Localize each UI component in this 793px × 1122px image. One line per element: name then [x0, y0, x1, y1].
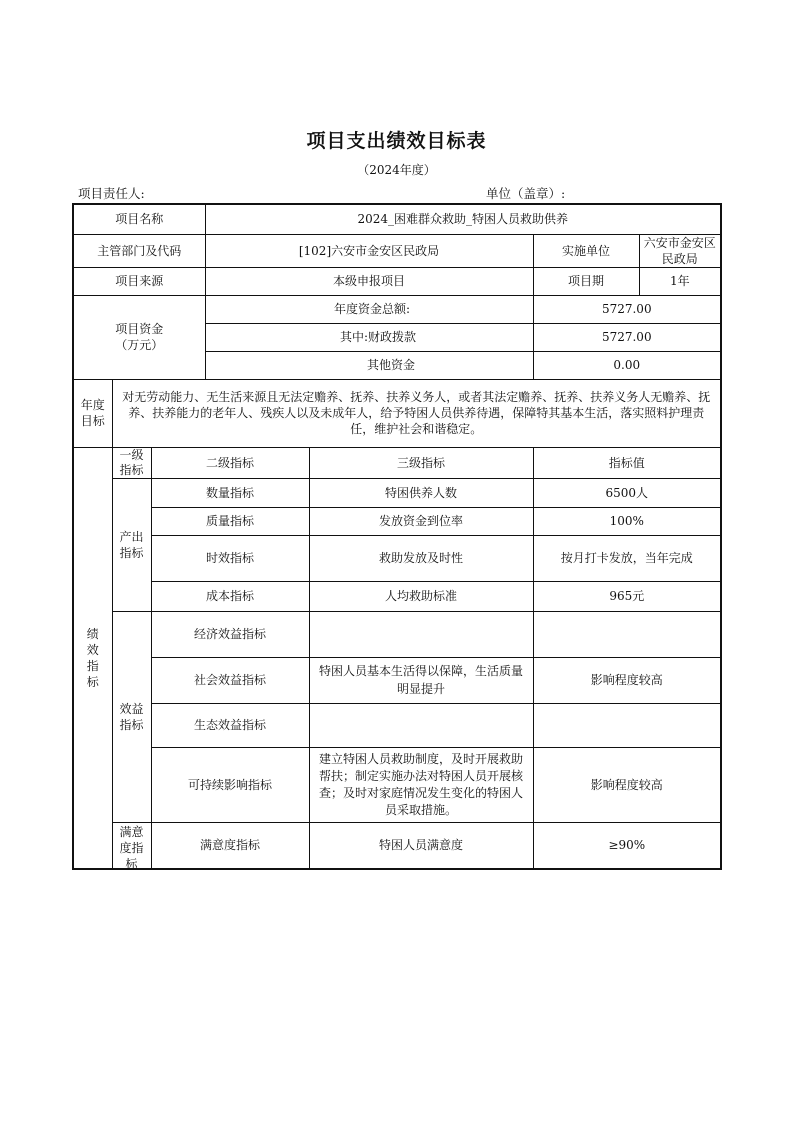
- dept-label: 主管部门及代码: [73, 234, 205, 267]
- indicator-row: [73, 581, 721, 611]
- value-cell: 965元: [533, 581, 721, 611]
- performance-indicator-label: 绩 效 指 标: [73, 447, 112, 869]
- output-indicator-label: 产出 指标: [112, 478, 151, 611]
- value-cell: 100%: [533, 507, 721, 535]
- funds-other-value: 0.00: [533, 351, 721, 379]
- level3-cell: [309, 611, 533, 657]
- level2-cell: 质量指标: [151, 507, 309, 535]
- project-name-label: 项目名称: [73, 204, 205, 234]
- level2-cell: 成本指标: [151, 581, 309, 611]
- level2-cell: 生态效益指标: [151, 703, 309, 747]
- impl-unit-label: 实施单位: [533, 234, 639, 267]
- project-name-row: [73, 204, 721, 234]
- indicator-row: [73, 611, 721, 657]
- level1-header-cell: [112, 447, 151, 478]
- annual-goal-text: 对无劳动能力、无生活来源且无法定赡养、抚养、扶养义务人，或者其法定赡养、抚养、扶养义务人无赡养、抚养、扶养能力的老年人、残疾人以及未成年人，给予特困人员供养待遇，保障特其基本生活，落实照料护理责任，维护社会和谐稳定。: [112, 379, 721, 447]
- performance-target-table: [72, 203, 722, 870]
- level1-header: 一级 指标: [119, 447, 144, 477]
- indicator-row: [73, 657, 721, 703]
- level2-header: 二级指标: [151, 447, 309, 478]
- year-label: （2024年度）: [357, 163, 436, 177]
- project-name-value: 2024_困难群众救助_特困人员救助供养: [205, 204, 721, 234]
- indicator-row: [73, 747, 721, 822]
- level2-cell: 满意度指标: [151, 822, 309, 869]
- level2-cell: 经济效益指标: [151, 611, 309, 657]
- value-cell: ≥90%: [533, 822, 721, 869]
- level3-header: 三级指标: [309, 447, 533, 478]
- level2-cell: 社会效益指标: [151, 657, 309, 703]
- level3-cell: 特困供养人数: [309, 478, 533, 507]
- period-value: 1年: [639, 267, 721, 295]
- period-label: 项目期: [533, 267, 639, 295]
- benefit-indicator-label: 效益 指标: [112, 611, 151, 822]
- funds-total-value: 5727.00: [533, 295, 721, 323]
- dept-value: [102]六安市金安区民政局: [205, 234, 533, 267]
- level3-cell: 特困人员基本生活得以保障，生活质量明显提升: [309, 657, 533, 703]
- source-row: [73, 267, 721, 295]
- funds-fiscal-value: 5727.00: [533, 323, 721, 351]
- indicator-row: [73, 507, 721, 535]
- satisfaction-row: [73, 822, 721, 869]
- funds-total-label: 年度资金总额:: [205, 295, 533, 323]
- source-label: 项目来源: [73, 267, 205, 295]
- value-cell: [533, 611, 721, 657]
- responsible-label: 项目责任人:: [78, 186, 145, 201]
- satisfaction-label-cell: [112, 822, 151, 869]
- indicator-header-row: [73, 447, 721, 478]
- page-title: 项目支出绩效目标表: [306, 130, 487, 152]
- value-cell: 6500人: [533, 478, 721, 507]
- source-value: 本级申报项目: [205, 267, 533, 295]
- level2-cell: 可持续影响指标: [151, 747, 309, 822]
- value-cell: 按月打卡发放，当年完成: [533, 535, 721, 581]
- indicator-row: [73, 535, 721, 581]
- funds-other-label: 其他资金: [205, 351, 533, 379]
- value-cell: 影响程度较高: [533, 657, 721, 703]
- value-cell: [533, 703, 721, 747]
- dept-row: [73, 234, 721, 267]
- unit-seal-label: 单位（盖章）:: [486, 186, 566, 201]
- indicator-row: [73, 478, 721, 507]
- funds-total-row: [73, 295, 721, 323]
- level3-cell: 建立特困人员救助制度，及时开展救助帮扶；制定实施办法对特困人员开展核查；及时对家庭情况发生变化的特困人员采取措施。: [309, 747, 533, 822]
- indicator-row: [73, 703, 721, 747]
- value-header: 指标值: [533, 447, 721, 478]
- level2-cell: 时效指标: [151, 535, 309, 581]
- level3-cell: 人均救助标准: [309, 581, 533, 611]
- level3-cell: 发放资金到位率: [309, 507, 533, 535]
- impl-unit-value: 六安市金安区民政局: [639, 234, 721, 267]
- level3-cell: [309, 703, 533, 747]
- value-cell: 影响程度较高: [533, 747, 721, 822]
- annual-goal-row: [73, 379, 721, 447]
- funds-fiscal-label: 其中:财政拨款: [205, 323, 533, 351]
- annual-goal-label: 年度 目标: [73, 379, 112, 447]
- level3-cell: 救助发放及时性: [309, 535, 533, 581]
- level3-cell: 特困人员满意度: [309, 822, 533, 869]
- funds-label: 项目资金 （万元）: [73, 295, 205, 379]
- level2-cell: 数量指标: [151, 478, 309, 507]
- satisfaction-indicator-label: 满意 度指 标: [119, 824, 144, 868]
